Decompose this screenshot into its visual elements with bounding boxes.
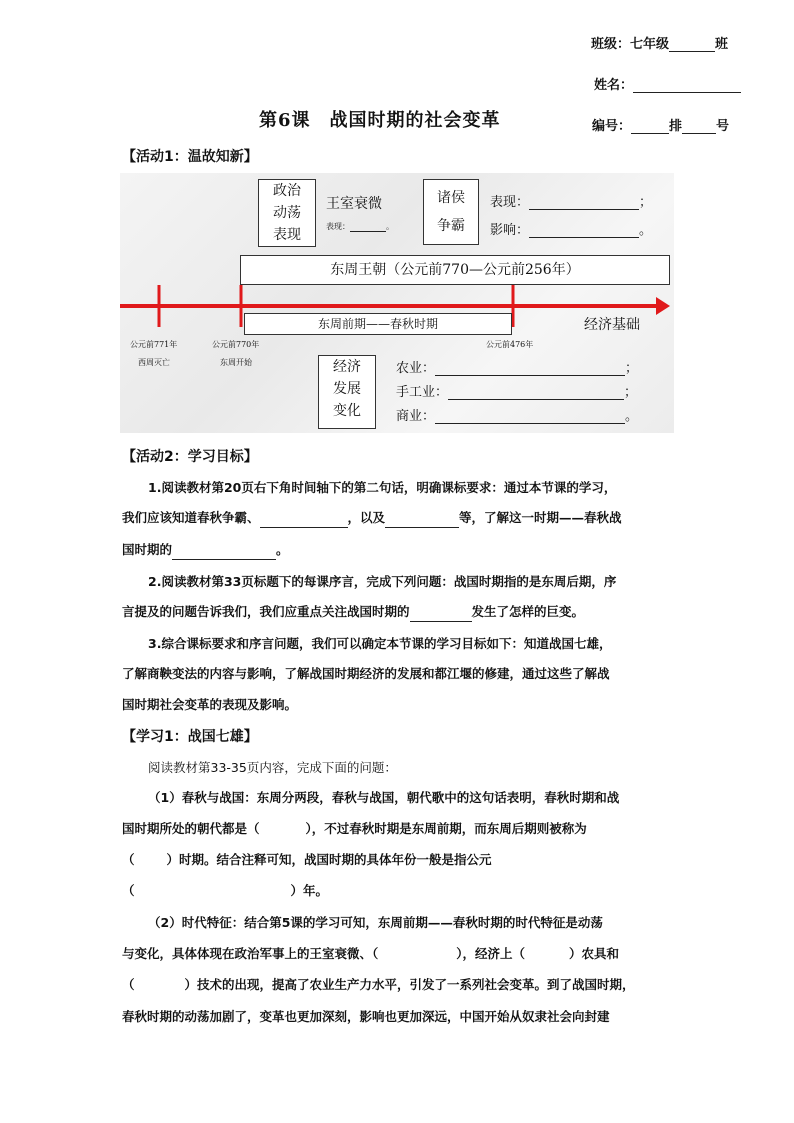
a2-blank-4[interactable] [410,607,472,622]
study1-heading: 【学习1：战国七雄】 [122,729,258,745]
vassals-box: 诸侯 争霸 [423,179,479,245]
a2-blank-1[interactable] [260,513,348,528]
timeline-diagram [120,173,674,433]
impact-label: 影响： [490,223,530,238]
q1-text-f: ）年。 [290,883,329,898]
q2-line4: 春秋时期的动荡加剧了，变革也更加深刻，影响也更加深远，中国开始从奴隶社会向封建 [122,1009,610,1024]
class-field [591,33,728,52]
agriculture-blank[interactable] [435,363,625,376]
performance-row: 表现： ； [490,195,653,210]
name-field [594,74,741,93]
commerce-blank[interactable] [435,411,625,424]
q1-line2 [122,819,587,839]
name-label: 姓名： [594,78,634,93]
tick2-event: 东周开始 [220,358,252,367]
activity2-heading: 【活动2：学习目标】 [122,449,258,465]
number-field [592,115,729,134]
q1-text-b: ），不过春秋时期是东周前期，而东周后期则被称为 [305,821,587,836]
a2-p2-line1: 2.阅读教材第33页标题下的每课序言，完成下列问题：战国时期指的是东周后期，序 [148,574,617,589]
a2-p2-line2 [122,602,584,622]
royal-decline-sub: 表现： 。 [326,222,394,231]
a2-p2-text-b: 发生了怎样的巨变。 [471,604,585,619]
q1-text-e: （ [122,883,135,898]
q2-text-b: ），经济上（ [456,946,526,961]
q1-text-d: ）时期。结合注释可知，战国时期的具体年份一般是指公元 [166,852,492,867]
royal-decline-text: 王室衰微 [326,196,382,212]
performance-label: 表现： [490,195,530,210]
q1-text-c: （ [122,852,135,867]
economy-box: 经济 发展 变化 [318,355,376,429]
q2-text-d: （ [122,977,135,992]
handicraft-blank[interactable] [448,387,624,400]
a2-blank-2[interactable] [385,513,459,528]
a2-p3-line3: 国时期社会变革的表现及影响。 [122,697,298,712]
early-period-banner: 东周前期——春秋时期 [244,313,512,335]
q2-line3 [122,975,635,995]
tick1-label: 公元前771年 [130,340,178,349]
handicraft-label: 手工业： [396,385,449,400]
royal-decline-sub-label: 表现： [326,222,350,231]
q2-line1: （2）时代特征：结合第5课的学习可知，东周前期——春秋时期的时代特征是动荡 [148,915,603,930]
q1-line4 [122,881,328,901]
a2-p3-line2: 了解商鞅变法的内容与影响，了解战国时期经济的发展和都江堰的修建，通过这些了解战 [122,666,610,681]
class-suffix: 班 [715,37,729,52]
tick2-label: 公元前770年 [212,340,260,349]
a2-p1-text-e: 。 [276,542,289,557]
seat-label: 号 [716,119,730,134]
q1-line3 [122,850,492,870]
name-blank[interactable] [633,78,741,93]
a2-p1-text-d: 国时期的 [122,542,173,557]
handicraft-row: 手工业： ； [396,385,638,400]
arrow-label: 经济基础 [584,317,640,333]
q2-text-e: ）技术的出现，提高了农业生产力水平，引发了一系列社会变革。到了战国时期， [184,977,635,992]
impact-row: 影响： 。 [490,223,653,238]
commerce-row: 商业： 。 [396,409,639,424]
a2-p1-line1: 1.阅读教材第20页右下角时间轴下的第二句话，明确课标要求：通过本节课的学习， [148,480,617,495]
q2-text-a: 与变化，具体体现在政治军事上的王室衰微、（ [122,946,379,961]
seat-blank[interactable] [682,119,716,134]
a2-p3-line1: 3.综合课标要求和序言问题，我们可以确定本节课的学习目标如下：知道战国七雄， [148,636,612,651]
politics-box: 政治 动荡 表现 [258,179,316,247]
q1-text-a: 国时期所处的朝代都是（ [122,821,260,836]
agriculture-row: 农业： ； [396,361,639,376]
activity1-heading: 【活动1：温故知新】 [122,149,258,165]
agriculture-label: 农业： [396,361,436,376]
a2-p1-text-a: 我们应该知道春秋争霸、 [122,510,260,525]
a2-blank-3[interactable] [172,545,276,560]
timeline-arrowhead [656,297,670,315]
tick1-event: 西周灭亡 [138,358,170,367]
a2-p1-line2 [122,508,622,528]
a2-p2-text-a: 言提及的问题告诉我们，我们应重点关注战国时期的 [122,604,410,619]
a2-p1-line3 [122,540,289,560]
commerce-label: 商业： [396,409,436,424]
q2-line2 [122,944,619,964]
class-blank[interactable] [669,37,715,52]
q2-text-c: ）农具和 [569,946,620,961]
row-blank[interactable] [631,119,669,134]
tick3-label: 公元前476年 [486,340,534,349]
row-label: 排 [669,119,683,134]
a2-p1-text-b: ，以及 [347,510,386,525]
dynasty-banner: 东周王朝（公元前770—公元前256年） [240,255,670,285]
q1-line1: （1）春秋与战国：东周分两段，春秋与战国，朝代歌中的这句话表明，春秋时期和战 [148,790,620,805]
study1-intro: 阅读教材第33-35页内容，完成下面的问题： [148,760,397,775]
a2-p1-text-c: 等，了解这一时期——春秋战 [459,510,622,525]
class-label: 班级：七年级 [591,37,670,52]
page-title: 第6课 战国时期的社会变革 [259,110,501,131]
number-label: 编号： [592,119,632,134]
